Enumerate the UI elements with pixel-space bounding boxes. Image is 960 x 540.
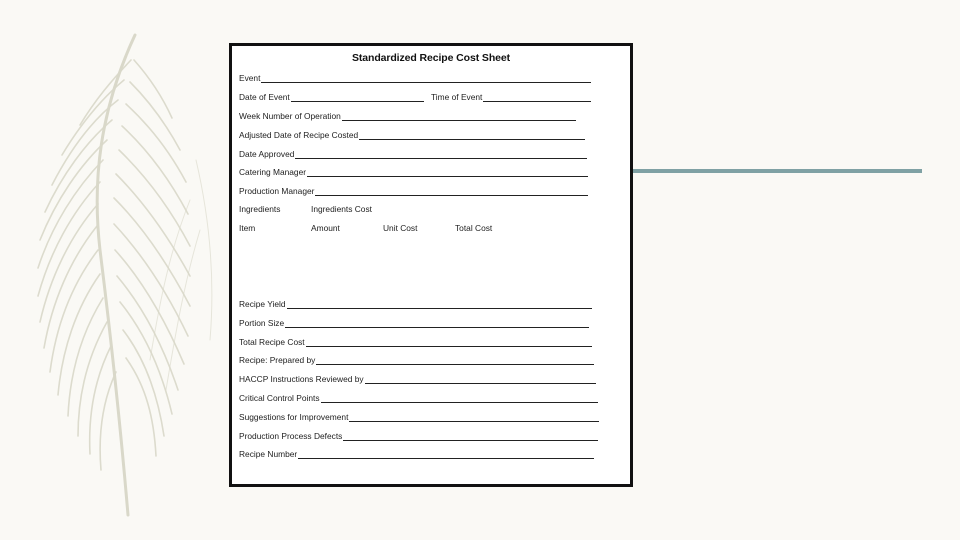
date-approved-line[interactable] (295, 149, 587, 159)
accent-divider-line (632, 169, 922, 173)
suggestions-line[interactable] (349, 412, 599, 422)
catering-manager-label: Catering Manager (239, 167, 307, 177)
critical-points-line[interactable] (321, 393, 598, 403)
week-number-line[interactable] (342, 111, 576, 121)
recipe-yield-label: Recipe Yield (239, 299, 286, 309)
date-approved-field[interactable] (239, 147, 587, 159)
time-of-event-label: Time of Event (431, 92, 483, 102)
portion-size-field[interactable] (239, 316, 589, 328)
defects-line[interactable] (343, 431, 598, 441)
date-of-event-line[interactable] (291, 92, 424, 102)
item-column-header: Item (239, 223, 256, 233)
recipe-yield-field[interactable] (239, 297, 592, 309)
defects-field[interactable] (239, 429, 598, 441)
production-manager-field[interactable] (239, 184, 588, 196)
unit-cost-column-header: Unit Cost (383, 223, 418, 233)
recipe-number-label: Recipe Number (239, 449, 298, 459)
prepared-by-field[interactable] (239, 353, 594, 365)
recipe-number-field[interactable] (239, 447, 594, 459)
adjusted-date-line[interactable] (359, 130, 585, 140)
suggestions-label: Suggestions for Improvement (239, 412, 349, 422)
production-manager-label: Production Manager (239, 186, 315, 196)
total-cost-column-header: Total Cost (455, 223, 493, 233)
suggestions-field[interactable] (239, 410, 599, 422)
critical-points-label: Critical Control Points (239, 393, 320, 403)
adjusted-date-label: Adjusted Date of Recipe Costed (239, 130, 359, 140)
amount-column-header: Amount (311, 223, 340, 233)
week-number-field[interactable] (239, 109, 576, 121)
time-of-event-field[interactable] (431, 90, 591, 102)
total-recipe-cost-field[interactable] (239, 335, 592, 347)
haccp-field[interactable] (239, 372, 596, 384)
week-number-label: Week Number of Operation (239, 111, 341, 121)
prepared-by-line[interactable] (316, 355, 594, 365)
event-label: Event (239, 73, 261, 83)
recipe-yield-line[interactable] (287, 299, 592, 309)
production-manager-line[interactable] (315, 186, 588, 196)
haccp-line[interactable] (365, 374, 596, 384)
total-recipe-cost-label: Total Recipe Cost (239, 337, 305, 347)
event-field[interactable] (239, 71, 591, 83)
date-of-event-field[interactable] (239, 90, 424, 102)
event-line[interactable] (261, 73, 591, 83)
adjusted-date-field[interactable] (239, 128, 585, 140)
ingredients-cost-label: Ingredients Cost (311, 204, 372, 214)
recipe-cost-sheet (229, 43, 633, 487)
portion-size-line[interactable] (285, 318, 589, 328)
recipe-number-line[interactable] (298, 449, 594, 459)
sheet-title: Standardized Recipe Cost Sheet (351, 52, 511, 64)
prepared-by-label: Recipe: Prepared by (239, 355, 316, 365)
ingredients-label: Ingredients (239, 204, 281, 214)
time-of-event-line[interactable] (483, 92, 591, 102)
haccp-label: HACCP Instructions Reviewed by (239, 374, 364, 384)
catering-manager-line[interactable] (307, 167, 588, 177)
portion-size-label: Portion Size (239, 318, 285, 328)
catering-manager-field[interactable] (239, 165, 588, 177)
critical-points-field[interactable] (239, 391, 598, 403)
date-of-event-label: Date of Event (239, 92, 290, 102)
date-approved-label: Date Approved (239, 149, 295, 159)
defects-label: Production Process Defects (239, 431, 343, 441)
total-recipe-cost-line[interactable] (306, 337, 592, 347)
